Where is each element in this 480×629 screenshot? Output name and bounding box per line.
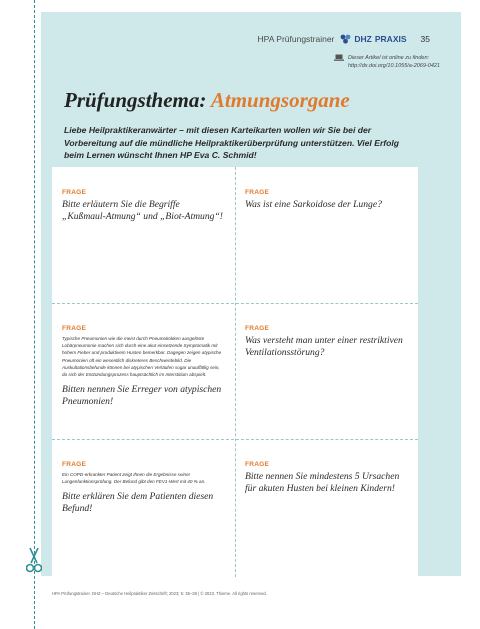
flashcard-grid — [52, 167, 418, 577]
laptop-icon — [334, 54, 344, 61]
flashcard-3 — [52, 303, 235, 439]
brand-mark-icon — [340, 34, 351, 44]
card-divider-horizontal — [52, 303, 418, 304]
brand-dhz: DHZ — [354, 34, 372, 44]
card-label: FRAGE — [62, 325, 87, 332]
card-label: FRAGE — [62, 461, 87, 468]
page-number: 35 — [420, 34, 430, 44]
scissors-icon — [26, 548, 42, 574]
card-divider-vertical — [235, 167, 236, 577]
flashcard-2 — [235, 167, 418, 303]
article-note-line1: Dieser Artikel ist online zu finden: — [347, 55, 430, 61]
card-context: Typische Pneumonien wie die meist durch Pneumokokken ausgelöste Lobärpneumonie machen sich durch eine akut einsetzende Symptomatik mit hohem Fieber und produktivem Husten bemerkbar. Dagegen zeigen atypische Pneumonien oft ein wesentlich diskreteres Beschwerdebild. Die Auskultationsbefunde können bei atypischen Verläufen sogar unauffällig sein, da sich der Entzündungsprozess hauptsächlich im Interstitium abspielt. — [62, 336, 222, 378]
flashcard-6 — [235, 439, 418, 577]
running-header — [258, 34, 430, 44]
article-doi-link[interactable]: http://dx.doi.org/10.1055/a-2069-0421 — [347, 63, 440, 69]
page-footer: HPA Prüfungstrainer. DHZ – Deutsche Heilpraktiker Zeitschrift; 2023; 5: 35–38 | © 2023. Thieme. All rights reserved. — [52, 591, 267, 596]
title-topic: Atmungsorgane — [210, 88, 350, 112]
flashcard-4 — [235, 303, 418, 439]
card-question: Was ist eine Sarkoidose der Lunge? — [245, 199, 382, 210]
card-question: Bitte erklären Sie dem Patienten diesen Befund! — [62, 491, 214, 514]
card-divider-horizontal — [52, 439, 418, 440]
title-prefix: Prüfungsthema: — [64, 88, 207, 112]
card-question: Bitte erläutern Sie die Begriffe „Kußmaul-Atmung“ und „Biot-Atmung“! — [62, 199, 223, 222]
card-question: Bitten nennen Sie Erreger von atypischen Pneumonien! — [62, 384, 222, 407]
card-label: FRAGE — [245, 189, 270, 196]
article-note — [334, 54, 440, 70]
card-context: Ein COPD-erkrankter Patient zeigt Ihnen die Ergebnisse seiner Lungenfunktionsprüfung. Der Befund gibt den FEV1-Wert mit 40 % an. — [62, 472, 206, 485]
flashcard-1 — [52, 167, 235, 303]
card-question: Was versteht man unter einer restriktiven Ventilationsstörung? — [245, 335, 403, 358]
card-label: FRAGE — [62, 189, 87, 196]
cut-line — [34, 0, 35, 629]
brand-praxis: PRAXIS — [374, 34, 407, 44]
flashcard-5 — [52, 439, 235, 575]
card-label: FRAGE — [245, 461, 270, 468]
card-label: FRAGE — [245, 325, 270, 332]
intro-text: Liebe Heilpraktikeranwärter – mit diesen Karteikarten wollen wir Sie bei der Vorbereitung auf die mündliche Heilpraktikerüberprüfung unterstützen. Viel Erfolg beim Lernen wünscht Ihnen HP Eva C. Schmid! — [64, 125, 400, 160]
journal-section-title: HPA Prüfungstrainer — [257, 34, 335, 44]
card-question: Bitte nennen Sie mindestens 5 Ursachen für akuten Husten bei kleinen Kindern! — [245, 471, 400, 494]
brand-logo — [340, 34, 406, 44]
page-title — [64, 88, 350, 113]
